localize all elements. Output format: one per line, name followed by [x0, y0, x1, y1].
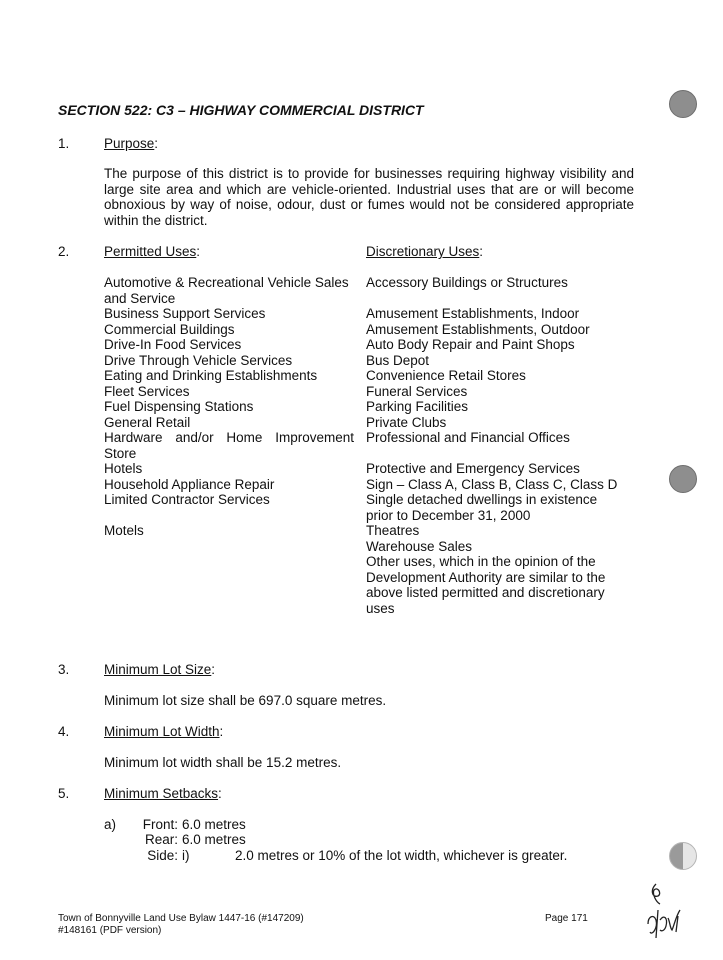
permitted-uses-heading-text: Permitted Uses — [104, 244, 197, 259]
heading-colon: : — [211, 662, 216, 677]
heading-colon: : — [154, 136, 159, 151]
discretionary-use-item: Single detached dwellings in existence prior to December 31, 2000 — [366, 492, 598, 523]
punch-hole-icon — [669, 842, 697, 870]
min-lot-size-heading — [104, 662, 215, 678]
discretionary-use-item: Professional and Financial Offices — [366, 430, 570, 445]
min-lot-width-heading-text: Minimum Lot Width — [104, 724, 220, 739]
setback-front-row — [138, 817, 246, 833]
heading-colon: : — [219, 724, 224, 739]
discretionary-uses-list — [366, 275, 628, 616]
purpose-paragraph: The purpose of this district is to provide for businesses requiring highway visibility and large site area and which are vehicle-oriented. Industrial uses that are or will become obnoxious by way of noise, odour, dust or fumes would not be considered appropriate within the district. — [104, 166, 634, 228]
setback-front-value: 6.0 metres — [182, 817, 246, 832]
permitted-use-item: Drive-In Food Services — [104, 337, 242, 352]
handwritten-initials-icon — [640, 880, 690, 942]
discretionary-use-item: Protective and Emergency Services — [366, 461, 580, 476]
discretionary-use-item: Warehouse Sales — [366, 538, 473, 554]
discretionary-use-item: Parking Facilities — [366, 399, 469, 414]
permitted-use-item: Fleet Services — [104, 383, 190, 399]
footer-doc-line-2: #148161 (PDF version) — [58, 925, 162, 936]
purpose-heading: Purpose — [104, 136, 155, 151]
section-2-number: 2. — [58, 244, 70, 259]
section-1-heading — [104, 136, 158, 152]
setback-side-value: 2.0 metres or 10% of the lot width, whichever is greater. — [235, 848, 568, 863]
discretionary-use-item: Other uses, which in the opinion of the Development Authority are similar to the above listed permitted and discretionary uses — [366, 554, 606, 616]
min-setbacks-heading — [104, 786, 222, 802]
discretionary-use-item: Private Clubs — [366, 414, 447, 430]
heading-colon: : — [479, 244, 484, 259]
footer-doc-line-1: Town of Bonnyville Land Use Bylaw 1447-16 (#147209) — [58, 913, 304, 924]
section-5-number: 5. — [58, 786, 70, 801]
min-lot-size-heading-text: Minimum Lot Size — [104, 662, 212, 677]
min-lot-size-text: Minimum lot size shall be 697.0 square metres. — [104, 693, 387, 708]
punch-hole-icon — [669, 465, 697, 493]
setback-front-label: Front: — [142, 817, 178, 832]
section-1-number: 1. — [58, 136, 70, 151]
heading-colon: : — [196, 244, 201, 259]
permitted-use-item: Hardware and/or Home Improvement Store — [104, 430, 354, 461]
permitted-use-item: Automotive & Recreational Vehicle Sales and Service — [104, 275, 349, 306]
permitted-use-item: Limited Contractor Services — [104, 492, 270, 507]
permitted-use-item: Household Appliance Repair — [104, 476, 275, 492]
section-3-number: 3. — [58, 662, 70, 677]
discretionary-use-item: Theatres — [366, 523, 420, 538]
section-title: SECTION 522: C3 – HIGHWAY COMMERCIAL DISTRICT — [58, 102, 424, 118]
permitted-use-item: Business Support Services — [104, 306, 266, 321]
min-lot-width-text: Minimum lot width shall be 15.2 metres. — [104, 755, 342, 770]
permitted-uses-list — [104, 275, 359, 539]
discretionary-uses-heading — [366, 244, 483, 260]
setback-rear-row — [138, 832, 246, 848]
discretionary-use-item: Bus Depot — [366, 352, 430, 368]
heading-colon: : — [218, 786, 222, 801]
punch-hole-icon — [669, 90, 697, 118]
setback-side-row — [138, 848, 190, 864]
footer-page-number: Page 171 — [545, 913, 588, 924]
discretionary-use-item: Auto Body Repair and Paint Shops — [366, 337, 575, 352]
min-setbacks-heading-text: Minimum Setbacks — [104, 786, 219, 801]
setback-side-sub: i) — [182, 848, 190, 863]
permitted-uses-heading — [104, 244, 200, 260]
discretionary-use-item: Funeral Services — [366, 383, 468, 399]
min-lot-width-heading — [104, 724, 223, 740]
setback-side-label: Side: — [147, 848, 178, 863]
permitted-use-item: General Retail — [104, 414, 191, 430]
permitted-use-item: Commercial Buildings — [104, 321, 235, 337]
discretionary-use-item: Convenience Retail Stores — [366, 368, 526, 383]
discretionary-use-item: Accessory Buildings or Structures — [366, 275, 568, 290]
permitted-use-item: Hotels — [104, 461, 143, 476]
permitted-use-item: Eating and Drinking Establishments — [104, 368, 318, 383]
permitted-use-item: Fuel Dispensing Stations — [104, 399, 254, 414]
discretionary-use-item: Amusement Establishments, Outdoor — [366, 321, 590, 337]
section-4-number: 4. — [58, 724, 70, 739]
discretionary-uses-heading-text: Discretionary Uses — [366, 244, 480, 259]
discretionary-use-item: Amusement Establishments, Indoor — [366, 306, 580, 321]
setback-item-label: a) — [104, 817, 117, 832]
setback-rear-label: Rear: — [144, 832, 178, 847]
permitted-use-item: Motels — [104, 523, 144, 538]
discretionary-use-item: Sign – Class A, Class B, Class C, Class D — [366, 476, 618, 492]
setback-rear-value: 6.0 metres — [182, 832, 246, 847]
permitted-use-item: Drive Through Vehicle Services — [104, 352, 293, 368]
